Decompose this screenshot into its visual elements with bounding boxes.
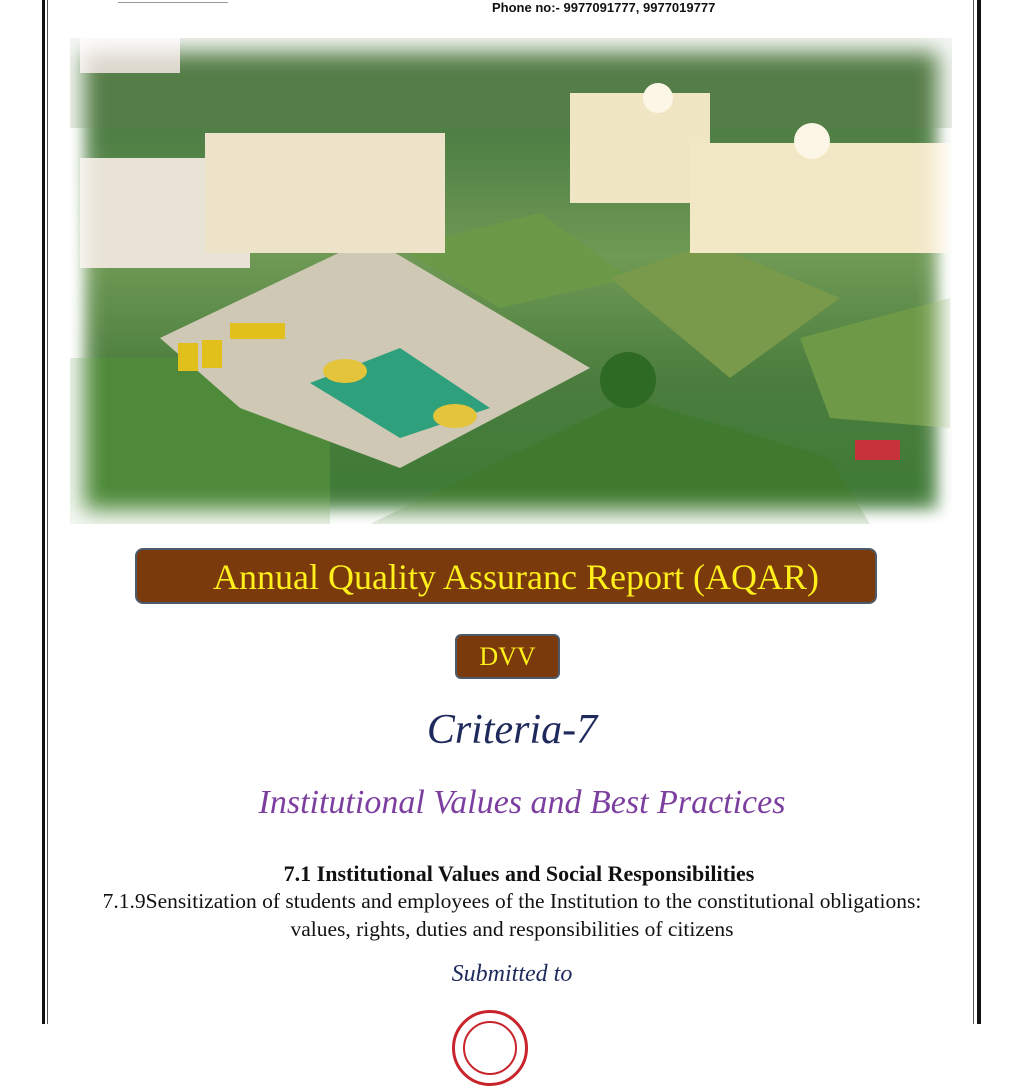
criteria-subtitle: Institutional Values and Best Practices xyxy=(258,784,786,821)
criteria-heading: Criteria-7 xyxy=(426,707,598,753)
header-remnant xyxy=(118,0,228,3)
naac-seal-logo xyxy=(452,1010,528,1086)
section-description: 7.1.9Sensitization of students and employees of the Institution to the constitutional obligations: values, rights, duties and responsibilities of citizens xyxy=(102,889,922,941)
section-heading: 7.1 Institutional Values and Social Responsibilities xyxy=(283,861,755,886)
submitted-to-label: Submitted to xyxy=(451,961,573,987)
report-title: Annual Quality Assuranc Report (AQAR) xyxy=(213,557,819,597)
campus-aerial-photo xyxy=(70,38,952,524)
dvv-badge: DVV xyxy=(455,634,560,679)
phone-numbers: Phone no:- 9977091777, 9977019777 xyxy=(492,0,716,15)
report-title-banner xyxy=(135,548,877,604)
